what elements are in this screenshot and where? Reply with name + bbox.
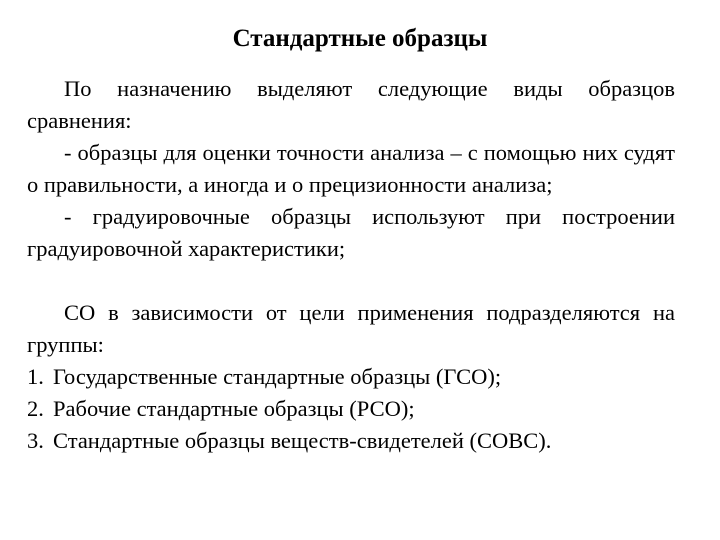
paragraph-calibration-samples: - градуировочные образцы используют при построении градуировочной характеристики; [27,204,675,261]
list-text: Государственные стандартные образцы (ГСО); [53,364,502,389]
spacer [27,265,675,297]
list-item [27,393,675,425]
list-text: Рабочие стандартные образцы (РСО); [53,396,415,421]
list-number: 2. [27,396,44,421]
paragraph-accuracy-samples: - образцы для оценки точности анализа – с помощью них судят о правильности, а иногда и о прецизионности анализа; [27,140,675,197]
groups-list [27,361,675,457]
paragraph-groups-intro: СО в зависимости от цели применения подразделяются на группы: [27,300,675,357]
list-number: 1. [27,364,44,389]
slide-title: Стандартные образцы [232,25,488,52]
list-item [27,361,675,393]
list-text: Стандартные образцы веществ-свидетелей (СОВС). [53,428,552,453]
list-item [27,425,675,457]
list-number: 3. [27,428,44,453]
paragraph-comparison-types: По назначению выделяют следующие виды образцов сравнения: [27,76,675,133]
slide-body [27,73,675,457]
